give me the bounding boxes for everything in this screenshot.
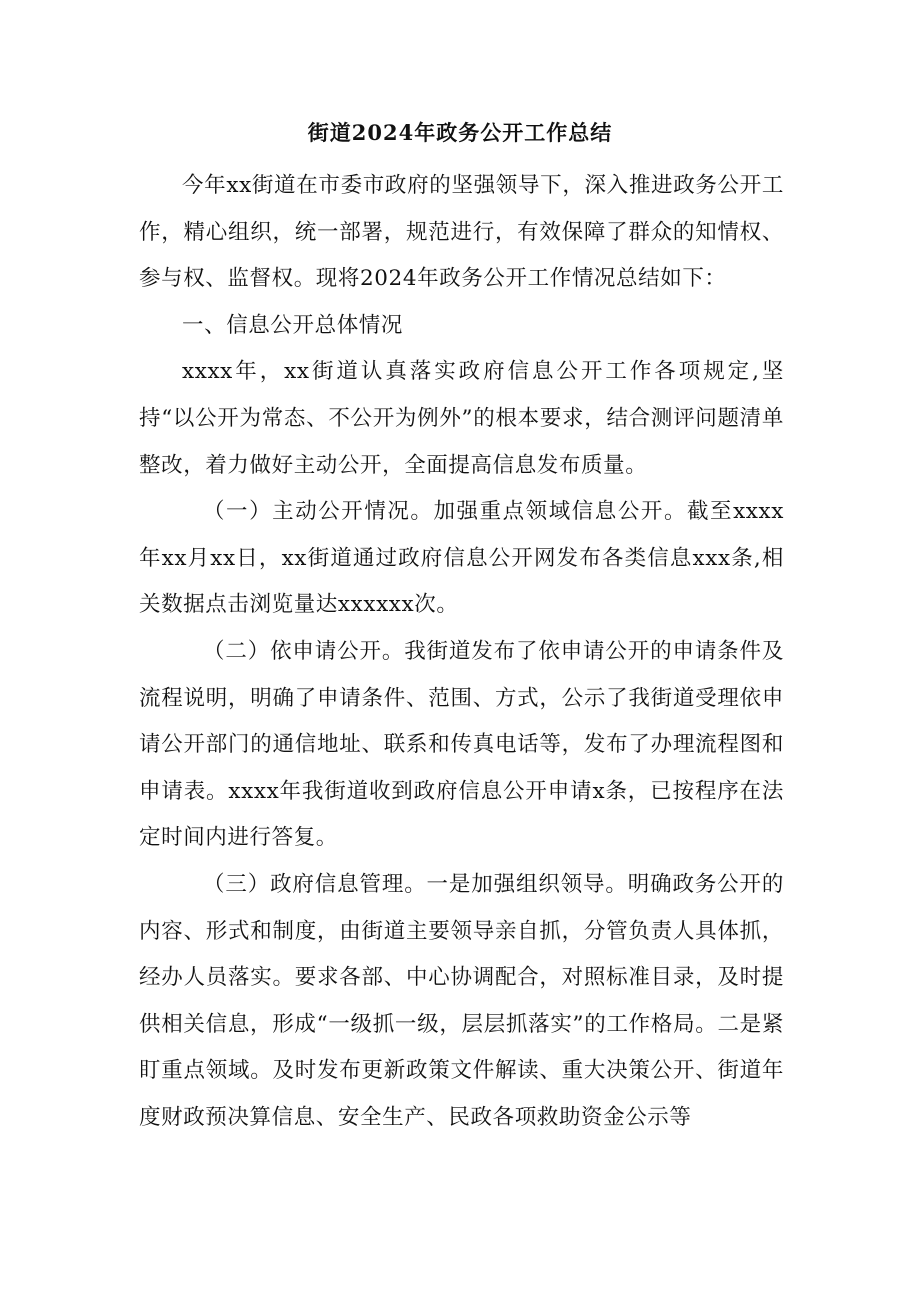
document-body xyxy=(139,163,784,1141)
document-title: 街道2024年政务公开工作总结 xyxy=(307,120,613,145)
paragraph-overview: xxxx年，xx街道认真落实政府信息公开工作各项规定,坚持“以公开为常态、不公开为例外”的根本要求，结合测评问题清单整改，着力做好主动公开，全面提高信息发布质量。 xyxy=(139,359,784,478)
section-heading-1: 一、信息公开总体情况 xyxy=(182,312,404,338)
paragraph-application-disclosure: （二）依申请公开。我街道发布了依申请公开的申请条件及流程说明，明确了申请条件、范围、方式，公示了我街道受理依申请公开部门的通信地址、联系和传真电话等，发布了办理流程图和申请表。xxxx年我街道收到政府信息公开申请x条，已按程序在法定时间内进行答复。 xyxy=(139,638,784,851)
paragraph-information-management: （三）政府信息管理。一是加强组织领导。明确政务公开的内容、形式和制度，由街道主要领导亲自抓，分管负责人具体抓，经办人员落实。要求各部、中心协调配合，对照标准目录，及时提供相关信息，形成“一级抓一级，层层抓落实”的工作格局。二是紧盯重点领域。及时发布更新政策文件解读、重大决策公开、街道年度财政预决算信息、安全生产、民政各项救助资金公示等 xyxy=(139,871,784,1130)
paragraph-intro: 今年xx街道在市委市政府的坚强领导下，深入推进政务公开工作，精心组织，统一部署，规范进行，有效保障了群众的知情权、参与权、监督权。现将2024年政务公开工作情况总结如下： xyxy=(139,173,784,292)
paragraph-proactive-disclosure: （一）主动公开情况。加强重点领域信息公开。截至xxxx年xx月xx日，xx街道通过政府信息公开网发布各类信息xxx条,相关数据点击浏览量达xxxxxx次。 xyxy=(139,499,784,618)
